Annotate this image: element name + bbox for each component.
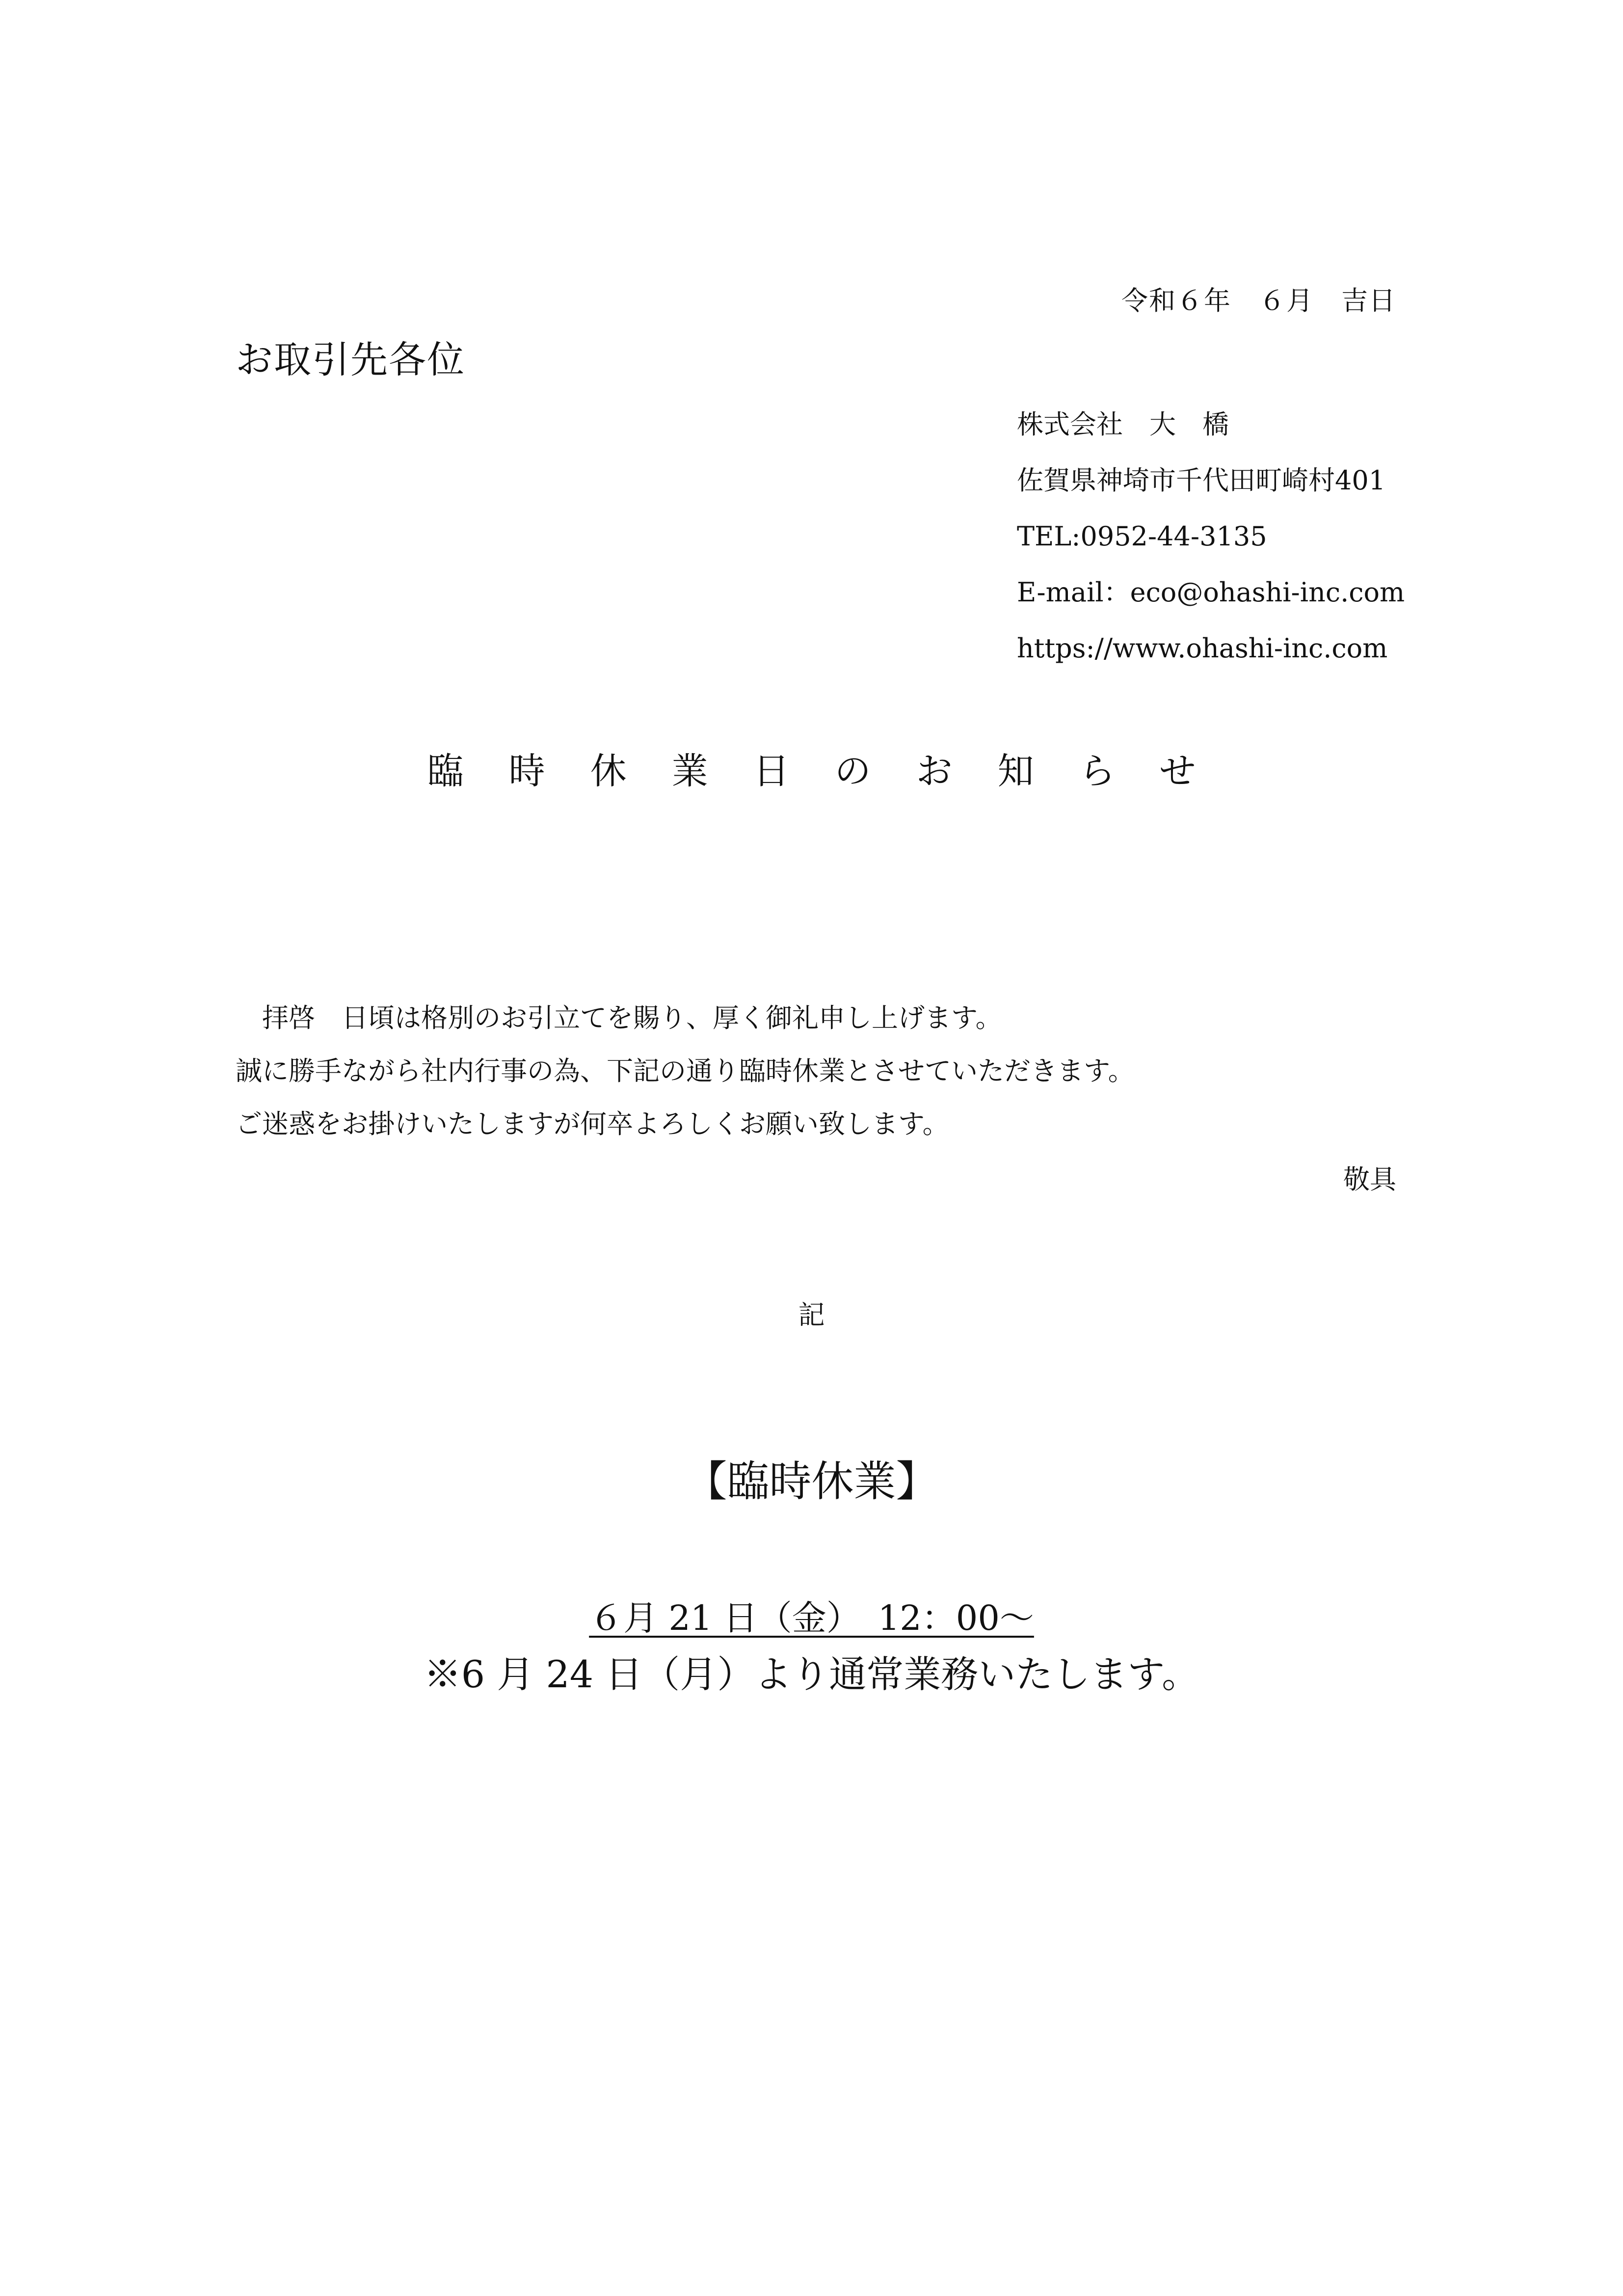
sender-email: E-mail：eco@ohashi-inc.com [1017,577,1405,608]
closing-word: 敬具 [1343,1164,1396,1195]
ki-marker: 記 [798,1299,825,1330]
sender-block [1017,397,1405,676]
sender-address: 佐賀県神埼市千代田町崎村401 [1017,465,1386,496]
section-heading: 【臨時休業】 [685,1457,938,1506]
body-text [236,992,1135,1151]
document-title: 臨時休業日のお知らせ [427,750,1241,792]
body-line-apology: ご迷惑をお掛けいたしますが何卒よろしくお願い致します。 [236,1108,949,1139]
issue-date: 令和６年 ６月 吉日 [1121,285,1396,316]
recipient: お取引先各位 [236,338,465,381]
body-line-notice: 誠に勝手ながら社内行事の為、下記の通り臨時休業とさせていただきます。 [236,1055,1135,1086]
sender-tel: TEL:0952-44-3135 [1017,521,1267,552]
sender-website: https://www.ohashi-inc.com [1017,633,1388,664]
sender-company: 株式会社 大 橋 [1017,409,1229,440]
closure-datetime-text: ６月 21 日（金） 12：00～ [589,1598,1034,1638]
body-line-greeting: 拝啓 日頃は格別のお引立てを賜り、厚く御礼申し上げます。 [236,1002,1002,1033]
resume-note: ※6 月 24 日（月）より通常業務いたします。 [424,1652,1199,1696]
closure-datetime [0,1591,1623,1640]
